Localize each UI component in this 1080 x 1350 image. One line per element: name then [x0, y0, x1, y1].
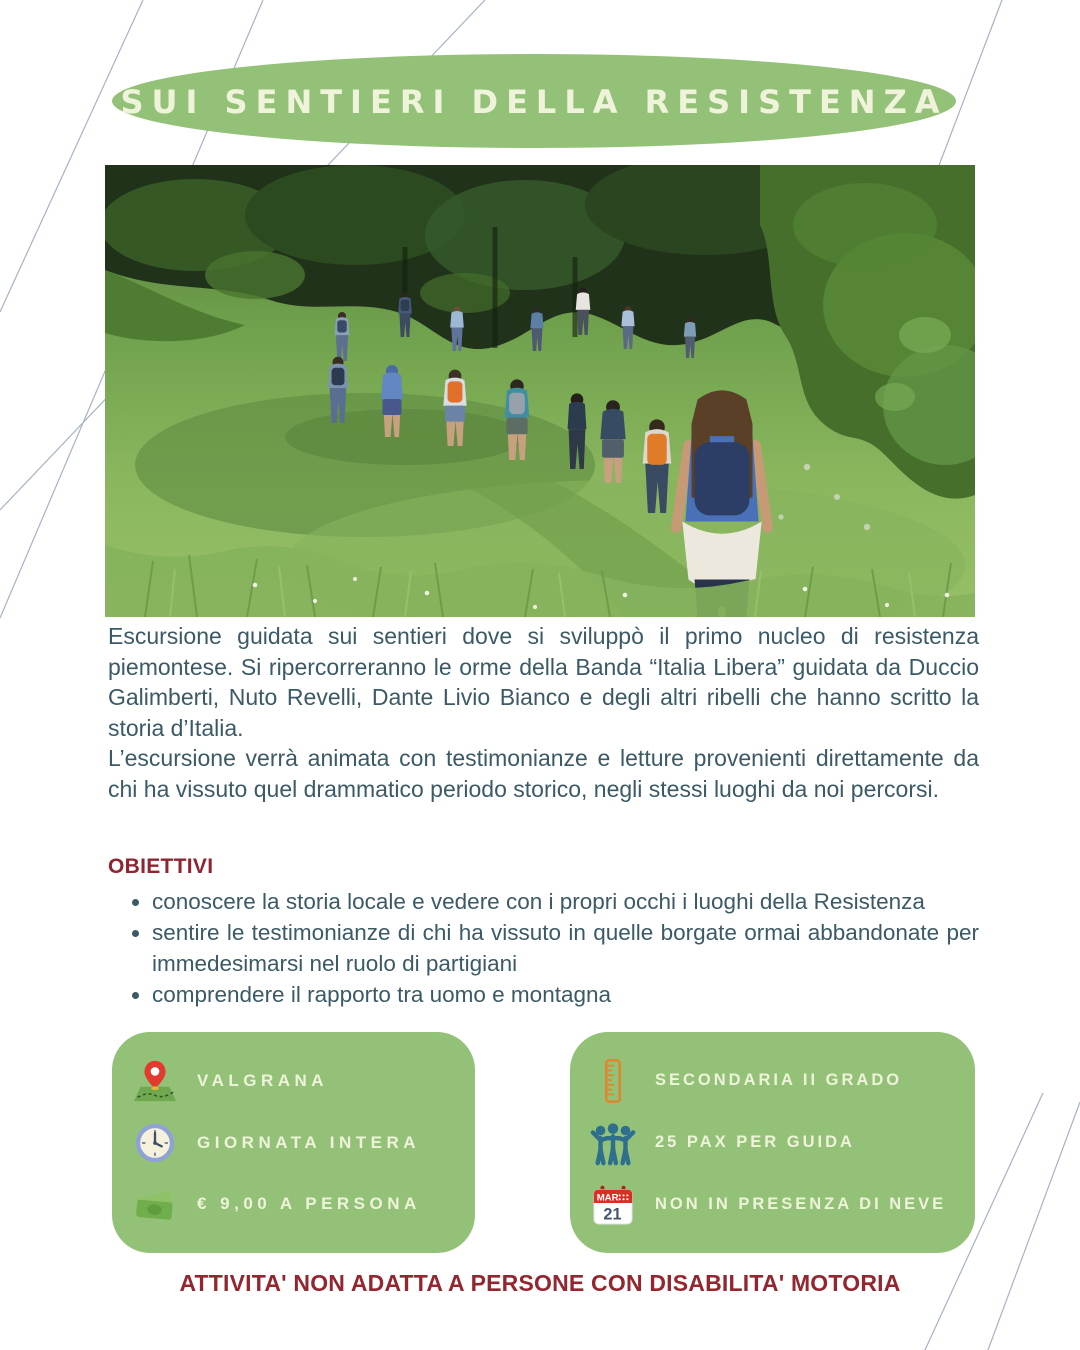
objectives-heading: OBIETTIVI [108, 855, 214, 878]
duration-label: GIORNATA INTERA [197, 1132, 421, 1152]
info-row-snow [590, 1181, 955, 1227]
description-paragraph-2: L’escursione verrà animata con testimonianze e letture provenienti direttamente da chi ha vissuto quel drammatico periodo storico, negli stessi luoghi da noi percorsi. [108, 745, 979, 802]
objective-item: • sentire le testimonianze di chi ha vissuto in quelle borgate ormai abbandonate per immedesimarsi nel ruolo di partigiani [152, 917, 979, 979]
description-block [108, 621, 979, 805]
calendar-month-text: MAR [596, 1192, 619, 1204]
info-row-grade [590, 1058, 955, 1104]
accessibility-warning: ATTIVITA' NON ADATTA A PERSONE CON DISABILITA' MOTORIA [179, 1270, 901, 1296]
info-box-right [570, 1032, 975, 1253]
snow-label: NON IN PRESENZA DI NEVE [655, 1194, 947, 1213]
info-row-pax [590, 1120, 955, 1166]
info-box-left [112, 1032, 475, 1253]
money-icon [132, 1181, 178, 1227]
calendar-icon [590, 1181, 636, 1227]
ruler-icon [590, 1058, 636, 1104]
objectives-list [108, 886, 979, 1010]
objective-item: • comprendere il rapporto tra uomo e montagna [152, 979, 979, 1010]
description-paragraph-1: Escursione guidata sui sentieri dove si sviluppò il primo nucleo di resistenza piemontese. Si ripercorreranno le orme della Banda “Italia Libera” guidata da Duccio Galimberti, Nuto Revelli, Dante Livio Bianco e degli altri ribelli che hanno scritto la storia d’Italia. [108, 623, 979, 741]
price-label: € 9,00 A PERSONA [197, 1194, 421, 1214]
map-pin-icon [132, 1058, 178, 1104]
info-row-price [132, 1181, 455, 1227]
page-title: SUI SENTIERI DELLA RESISTENZA [120, 83, 948, 121]
title-banner [112, 54, 956, 148]
pax-label: 25 PAX PER GUIDA [655, 1133, 855, 1151]
calendar-day-text: 21 [603, 1205, 622, 1224]
info-row-location [132, 1058, 455, 1104]
hiking-photo-illustration [105, 165, 975, 617]
grade-label: SECONDARIA II GRADO [655, 1071, 903, 1090]
objectives-section [108, 855, 979, 1010]
location-label: VALGRANA [197, 1070, 329, 1090]
people-icon [590, 1120, 636, 1166]
hero-photo [105, 165, 975, 617]
clock-icon [132, 1120, 178, 1166]
objective-item: • conoscere la storia locale e vedere con i propri occhi i luoghi della Resistenza [152, 886, 979, 917]
info-row-duration [132, 1120, 455, 1166]
